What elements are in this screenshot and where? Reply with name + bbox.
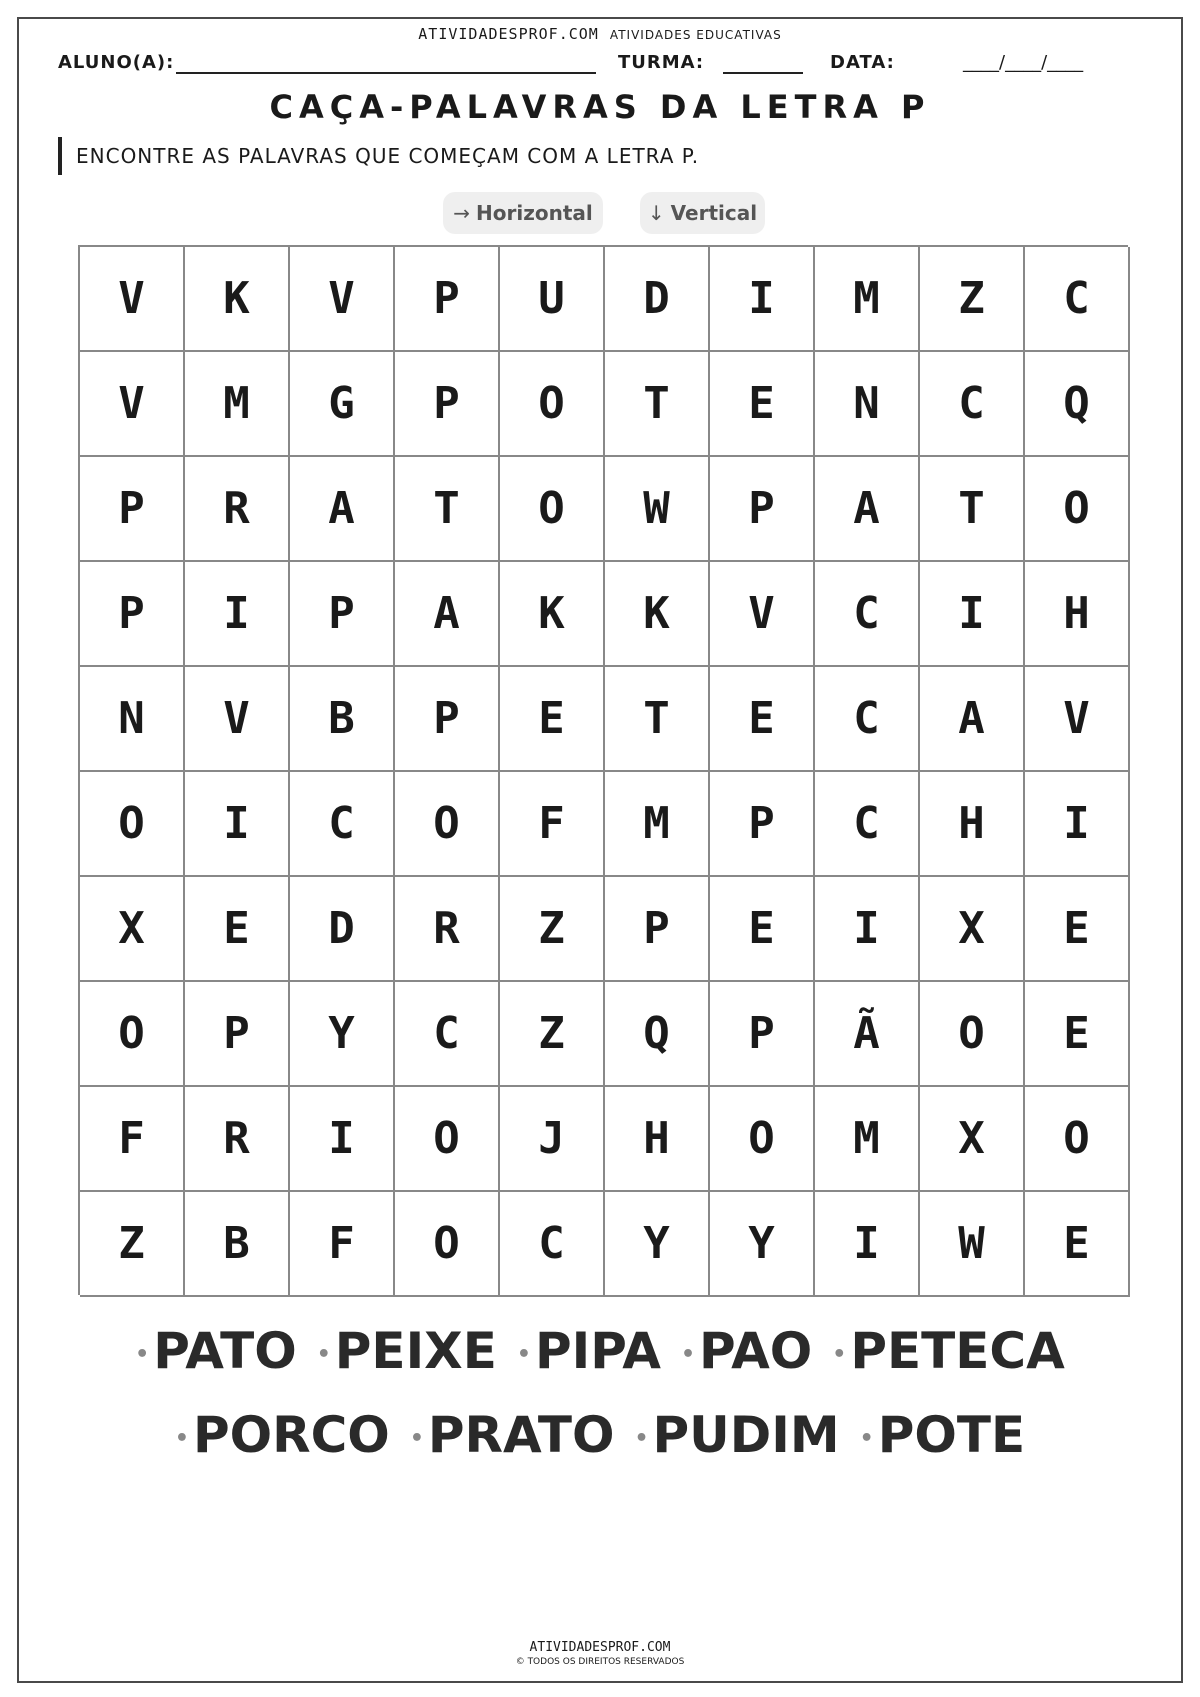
word-item xyxy=(860,1406,1025,1464)
grid-cell[interactable]: M xyxy=(185,352,290,457)
word-search-grid xyxy=(78,245,1128,1295)
grid-cell[interactable]: B xyxy=(185,1192,290,1297)
grid-cell[interactable]: P xyxy=(710,457,815,562)
grid-cell[interactable]: X xyxy=(920,1087,1025,1192)
word-text: PETECA xyxy=(850,1322,1065,1380)
grid-cell[interactable]: E xyxy=(710,667,815,772)
grid-cell[interactable]: E xyxy=(710,877,815,982)
grid-cell[interactable]: O xyxy=(395,772,500,877)
word-item xyxy=(634,1406,839,1464)
grid-cell[interactable]: M xyxy=(605,772,710,877)
direction-horizontal-chip xyxy=(443,192,603,234)
grid-cell[interactable]: D xyxy=(605,247,710,352)
student-name-field[interactable] xyxy=(176,72,596,74)
grid-cell[interactable]: C xyxy=(290,772,395,877)
bullet-icon: • xyxy=(174,1426,189,1451)
grid-cell[interactable]: J xyxy=(500,1087,605,1192)
grid-cell[interactable]: A xyxy=(290,457,395,562)
grid-cell[interactable]: C xyxy=(500,1192,605,1297)
grid-cell[interactable]: Y xyxy=(710,1192,815,1297)
grid-cell[interactable]: O xyxy=(1025,1087,1130,1192)
grid-cell[interactable]: N xyxy=(80,667,185,772)
grid-cell[interactable]: T xyxy=(395,457,500,562)
grid-cell[interactable]: I xyxy=(920,562,1025,667)
student-info-row xyxy=(58,52,1148,82)
word-item xyxy=(317,1322,497,1380)
grid-cell[interactable]: C xyxy=(920,352,1025,457)
word-text: PRATO xyxy=(427,1406,615,1464)
bullet-icon: • xyxy=(135,1342,150,1367)
grid-cell[interactable]: P xyxy=(395,667,500,772)
grid-cell[interactable]: G xyxy=(290,352,395,457)
grid-cell[interactable]: O xyxy=(1025,457,1130,562)
grid-cell[interactable]: O xyxy=(710,1087,815,1192)
grid-cell[interactable]: V xyxy=(290,247,395,352)
grid-cell[interactable]: V xyxy=(1025,667,1130,772)
grid-cell[interactable]: Q xyxy=(605,982,710,1087)
grid-cell[interactable]: I xyxy=(185,772,290,877)
date-field[interactable]: ____/____/____ xyxy=(963,52,1084,73)
footer-copyright: © TODOS OS DIREITOS RESERVADOS xyxy=(515,1657,685,1667)
grid-cell[interactable]: P xyxy=(395,247,500,352)
word-item xyxy=(832,1322,1065,1380)
word-item xyxy=(410,1406,615,1464)
class-field[interactable] xyxy=(723,72,803,74)
grid-cell[interactable]: P xyxy=(710,982,815,1087)
date-label: DATA: xyxy=(830,52,895,73)
footer xyxy=(0,1640,1200,1667)
grid-cell[interactable]: V xyxy=(185,667,290,772)
grid-cell[interactable]: R xyxy=(185,457,290,562)
grid-cell[interactable]: V xyxy=(80,247,185,352)
grid-cell[interactable]: A xyxy=(920,667,1025,772)
word-list-row-1 xyxy=(0,1322,1200,1380)
grid-cell[interactable]: Ã xyxy=(815,982,920,1087)
arrow-down-icon: ↓ xyxy=(647,201,665,225)
bullet-icon: • xyxy=(832,1342,847,1367)
grid-cell[interactable]: E xyxy=(710,352,815,457)
grid-cell[interactable]: A xyxy=(395,562,500,667)
grid-cell[interactable]: C xyxy=(395,982,500,1087)
student-label: ALUNO(A): xyxy=(58,52,175,73)
site-name: ATIVIDADESPROF.COM xyxy=(418,25,599,43)
bullet-icon: • xyxy=(516,1342,531,1367)
word-item xyxy=(517,1322,661,1380)
grid-cell[interactable]: R xyxy=(395,877,500,982)
grid-cell[interactable]: D xyxy=(290,877,395,982)
word-list-row-2 xyxy=(0,1406,1200,1464)
grid-cell[interactable]: T xyxy=(605,352,710,457)
word-text: PUDIM xyxy=(652,1406,840,1464)
word-item xyxy=(135,1322,297,1380)
word-text: POTE xyxy=(877,1406,1026,1464)
grid-cell[interactable]: E xyxy=(1025,877,1130,982)
grid-cell[interactable]: A xyxy=(815,457,920,562)
grid-cell[interactable]: X xyxy=(80,877,185,982)
grid-cell[interactable]: U xyxy=(500,247,605,352)
grid-cell[interactable]: E xyxy=(185,877,290,982)
grid-cell[interactable]: O xyxy=(500,457,605,562)
grid-cell[interactable]: R xyxy=(185,1087,290,1192)
grid-cell[interactable]: W xyxy=(920,1192,1025,1297)
grid-cell[interactable]: Y xyxy=(605,1192,710,1297)
site-header xyxy=(0,24,1200,43)
grid-cell[interactable]: E xyxy=(1025,982,1130,1087)
direction-label: Horizontal xyxy=(476,201,593,225)
grid-cell[interactable]: W xyxy=(605,457,710,562)
grid-cell[interactable]: O xyxy=(395,1087,500,1192)
page-title: CAÇA-PALAVRAS DA LETRA P xyxy=(269,88,931,126)
grid-cell[interactable]: P xyxy=(185,982,290,1087)
grid-cell[interactable]: P xyxy=(395,352,500,457)
grid-cell[interactable]: F xyxy=(500,772,605,877)
direction-label: Vertical xyxy=(670,201,758,225)
grid-cell[interactable]: I xyxy=(1025,772,1130,877)
word-text: PIPA xyxy=(534,1322,661,1380)
grid-cell[interactable]: P xyxy=(605,877,710,982)
bullet-icon: • xyxy=(634,1426,649,1451)
grid-cell[interactable]: T xyxy=(605,667,710,772)
grid-cell[interactable]: C xyxy=(815,772,920,877)
word-item xyxy=(681,1322,812,1380)
grid-cell[interactable]: H xyxy=(1025,562,1130,667)
grid-cell[interactable]: I xyxy=(710,247,815,352)
grid-cell[interactable]: M xyxy=(815,247,920,352)
grid-cell[interactable]: V xyxy=(710,562,815,667)
grid-cell[interactable]: N xyxy=(815,352,920,457)
bullet-icon: • xyxy=(859,1426,874,1451)
grid-cell[interactable]: F xyxy=(290,1192,395,1297)
grid-cell[interactable]: E xyxy=(1025,1192,1130,1297)
grid-cell[interactable]: E xyxy=(500,667,605,772)
grid-cell[interactable]: X xyxy=(920,877,1025,982)
grid-cell[interactable]: V xyxy=(80,352,185,457)
grid-cell[interactable]: H xyxy=(920,772,1025,877)
grid-cell[interactable]: M xyxy=(815,1087,920,1192)
grid-cell[interactable]: I xyxy=(185,562,290,667)
grid-cell[interactable]: K xyxy=(500,562,605,667)
grid-cell[interactable]: Z xyxy=(920,247,1025,352)
grid-cell[interactable]: O xyxy=(500,352,605,457)
grid-cell[interactable]: Z xyxy=(80,1192,185,1297)
instruction-text: ENCONTRE AS PALAVRAS QUE COMEÇAM COM A LETRA P. xyxy=(58,137,699,175)
footer-site: ATIVIDADESPROF.COM xyxy=(529,1640,671,1655)
grid-cell[interactable]: I xyxy=(290,1087,395,1192)
grid-cell[interactable]: O xyxy=(395,1192,500,1297)
word-text: PAO xyxy=(699,1322,813,1380)
grid-cell[interactable]: K xyxy=(185,247,290,352)
grid-cell[interactable]: I xyxy=(815,1192,920,1297)
grid-cell[interactable]: P xyxy=(710,772,815,877)
site-tagline: ATIVIDADES EDUCATIVAS xyxy=(609,28,782,42)
direction-vertical-chip xyxy=(640,192,765,234)
grid-cell[interactable]: H xyxy=(605,1087,710,1192)
word-text: PATO xyxy=(153,1322,297,1380)
grid-cell[interactable]: B xyxy=(290,667,395,772)
grid-cell[interactable]: K xyxy=(605,562,710,667)
grid-cell[interactable]: P xyxy=(80,562,185,667)
arrow-right-icon: → xyxy=(453,201,471,225)
grid-cell[interactable]: O xyxy=(80,982,185,1087)
word-item xyxy=(175,1406,390,1464)
grid-cell[interactable]: O xyxy=(920,982,1025,1087)
grid-cell[interactable]: P xyxy=(80,457,185,562)
grid-cell[interactable]: I xyxy=(815,877,920,982)
class-label: TURMA: xyxy=(618,52,705,73)
grid-cell[interactable]: T xyxy=(920,457,1025,562)
grid-cell[interactable]: C xyxy=(815,667,920,772)
bullet-icon: • xyxy=(316,1342,331,1367)
grid-cell[interactable]: Z xyxy=(500,877,605,982)
grid-cell[interactable]: P xyxy=(290,562,395,667)
bullet-icon: • xyxy=(409,1426,424,1451)
grid-cell[interactable]: Z xyxy=(500,982,605,1087)
grid-cell[interactable]: C xyxy=(815,562,920,667)
word-text: PEIXE xyxy=(334,1322,497,1380)
grid-cell[interactable]: C xyxy=(1025,247,1130,352)
grid-cell[interactable]: O xyxy=(80,772,185,877)
grid-cell[interactable]: F xyxy=(80,1087,185,1192)
word-text: PORCO xyxy=(192,1406,390,1464)
grid-cell[interactable]: Y xyxy=(290,982,395,1087)
bullet-icon: • xyxy=(680,1342,696,1367)
grid-cell[interactable]: Q xyxy=(1025,352,1130,457)
